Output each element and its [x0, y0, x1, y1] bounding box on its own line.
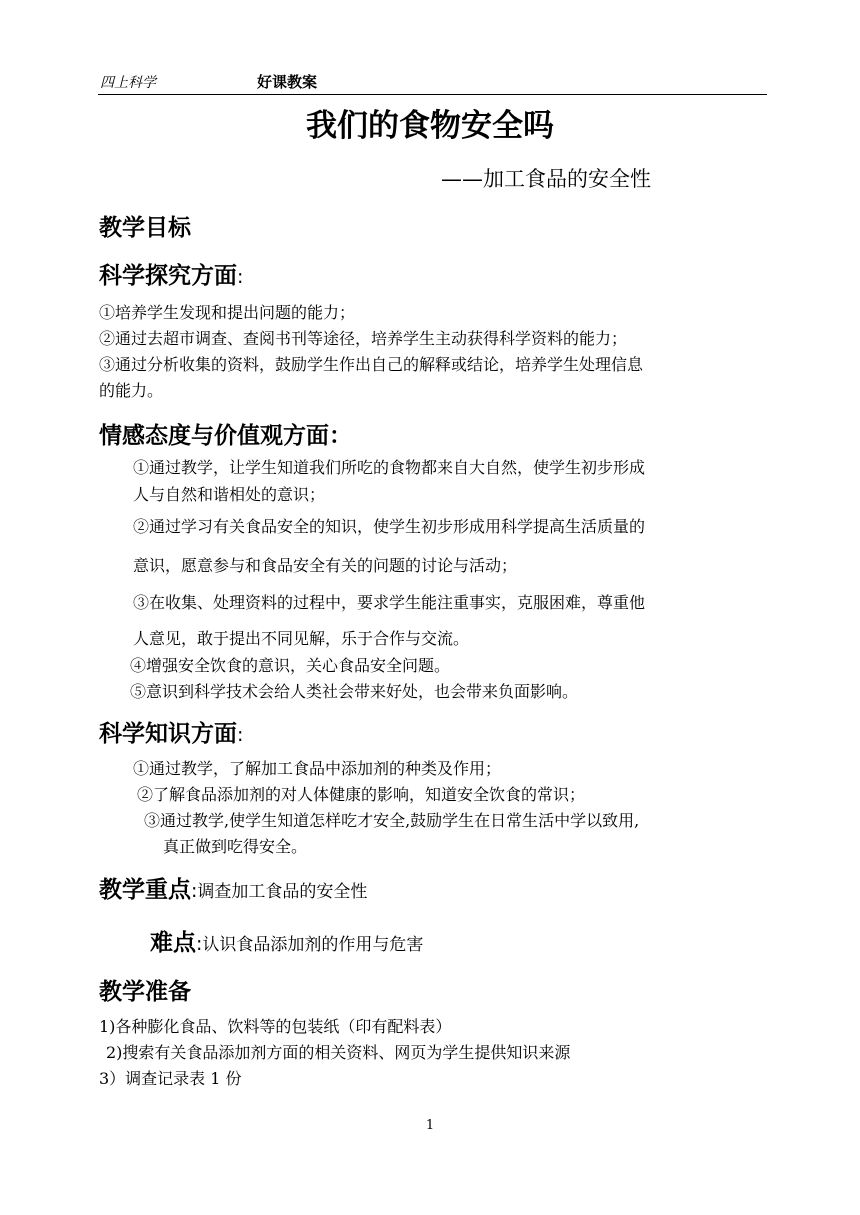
knowledge-item-3-cont: 真正做到吃得安全。 [163, 837, 308, 856]
emotion-item-3: ③在收集、处理资料的过程中，要求学生能注重事实，克服困难，尊重他 [133, 593, 646, 612]
page-number: 1 [425, 1118, 435, 1133]
difficulty-label: 难点 [150, 930, 196, 956]
knowledge-heading-colon: : [237, 724, 244, 746]
inquiry-heading-text: 科学探究方面 [99, 263, 237, 289]
header-rule [98, 94, 767, 95]
key-point-colon: : [191, 880, 198, 902]
inquiry-item-3-cont: 的能力。 [99, 381, 164, 400]
emotion-heading: 情感态度与价值观方面： [99, 423, 352, 449]
inquiry-item-1: ①培养学生发现和提出问题的能力； [99, 303, 356, 322]
emotion-item-2-cont: 意识，愿意参与和食品安全有关的问题的讨论与活动； [133, 556, 518, 575]
emotion-item-4: ④增强安全饮食的意识，关心食品安全问题。 [130, 656, 451, 675]
goals-heading: 教学目标 [99, 215, 191, 241]
prep-heading: 教学准备 [99, 979, 191, 1005]
header-subject: 四上科学 [100, 75, 156, 91]
page-subtitle: ——加工食品的安全性 [441, 167, 651, 191]
page-title: 我们的食物安全吗 [306, 108, 554, 144]
inquiry-item-3: ③通过分析收集的资料，鼓励学生作出自己的解释或结论，培养学生处理信息 [99, 355, 644, 374]
emotion-item-1-cont: 人与自然和谐相处的意识； [133, 485, 326, 504]
inquiry-heading-colon: : [237, 266, 244, 288]
emotion-item-2: ②通过学习有关食品安全的知识，使学生初步形成用科学提高生活质量的 [133, 517, 646, 536]
header-doc-type: 好课教案 [257, 73, 318, 91]
key-point-label: 教学重点 [99, 877, 191, 903]
difficulty [150, 924, 423, 957]
emotion-item-1: ①通过教学，让学生知道我们所吃的食物都来自大自然，使学生初步形成 [133, 458, 646, 477]
difficulty-text: 认识食品添加剂的作用与危害 [202, 935, 424, 955]
key-point [99, 871, 367, 904]
difficulty-colon: : [196, 933, 203, 955]
knowledge-item-2: ②了解食品添加剂的对人体健康的影响，知道安全饮食的常识； [137, 785, 586, 804]
knowledge-item-3: ③通过教学,使学生知道怎样吃才安全,鼓励学生在日常生活中学以致用, [144, 811, 640, 830]
emotion-item-3-cont: 人意见，敢于提出不同见解，乐于合作与交流。 [133, 629, 470, 648]
inquiry-heading [99, 257, 243, 290]
knowledge-heading-text: 科学知识方面 [99, 721, 237, 747]
emotion-item-5: ⑤意识到科学技术会给人类社会带来好处，也会带来负面影响。 [130, 682, 579, 701]
prep-item-3: 3）调查记录表 1 份 [99, 1069, 242, 1088]
knowledge-item-1: ①通过教学，了解加工食品中添加剂的种类及作用； [133, 759, 502, 778]
prep-item-1: 1)各种膨化食品、饮料等的包装纸（印有配料表） [99, 1017, 452, 1036]
inquiry-item-2: ②通过去超市调查、查阅书刊等途径，培养学生主动获得科学资料的能力； [99, 329, 628, 348]
key-point-text: 调查加工食品的安全性 [197, 882, 368, 902]
knowledge-heading [99, 715, 243, 748]
prep-item-2: 2)搜索有关食品添加剂方面的相关资料、网页为学生提供知识来源 [106, 1043, 571, 1062]
